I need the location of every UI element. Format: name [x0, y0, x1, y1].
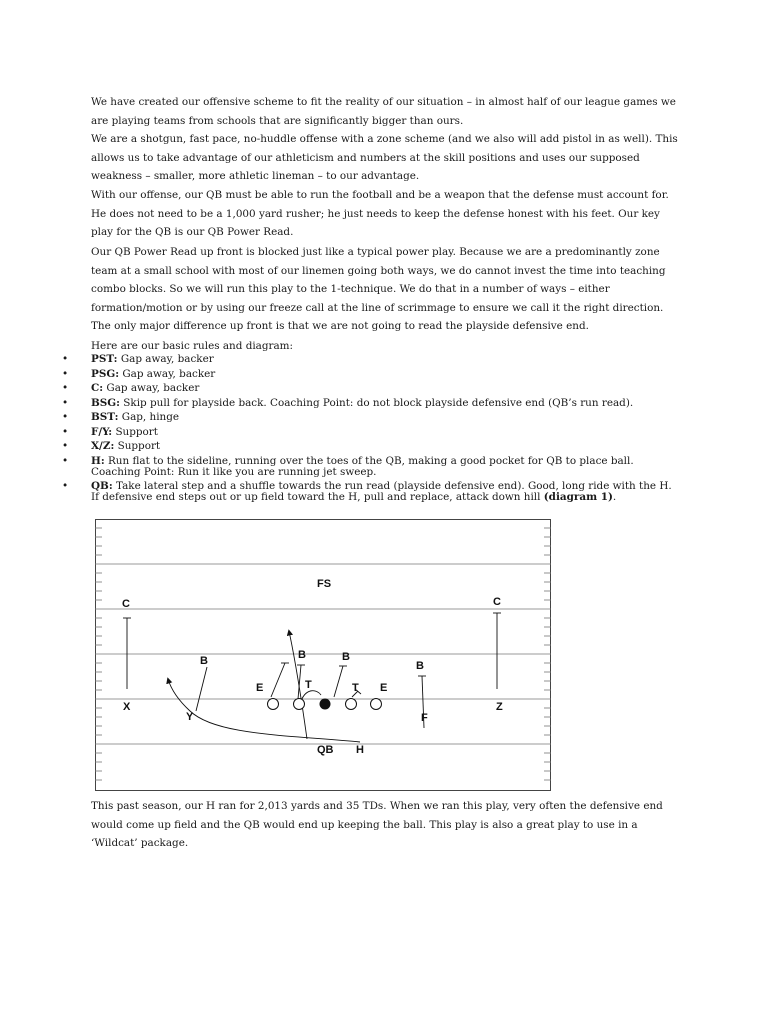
bullet-glyph: •: [62, 411, 69, 423]
rule-text: Support: [114, 440, 161, 452]
label-b: B: [342, 651, 350, 663]
rule-item-xz: [62, 441, 682, 452]
rule-text: Support: [112, 425, 158, 438]
paragraph-intro: We have created our offensive scheme to fit the reality of our situation – in almost half of our league games we are playing teams from schools that are significantly bigger than ours.: [91, 96, 676, 127]
rule-label: F/Y:: [91, 425, 113, 438]
rule-item-psg: [62, 369, 682, 380]
rule-item-h: [62, 456, 682, 478]
label-b: B: [298, 649, 306, 661]
lineman-circle: [371, 699, 382, 710]
label-f: F: [421, 712, 428, 724]
label-c-right: C: [493, 596, 501, 608]
rules-intro: Here are our basic rules and diagram:: [91, 340, 294, 352]
rule-end: .: [612, 491, 617, 503]
bullet-glyph: •: [62, 382, 69, 394]
rule-item-qb: [62, 481, 682, 503]
rule-item-bsg: [62, 398, 682, 409]
label-x: X: [123, 701, 131, 713]
play-diagram: [95, 519, 551, 791]
bullet-glyph: •: [62, 353, 69, 365]
paragraph-power-read: Our QB Power Read up front is blocked just like a typical power play. Because we are a predominantly zone team at a small school with most of our linemen going both ways, we do cannot invest the time into teaching combo blocks. So we will run this play to the 1-technique. We do that in a number of ways – either formation/motion or by using our freeze call at the line of scrimmage to ensure we call it the right direction. The only major difference up front is that we are not going to read the playside defensive end.: [91, 246, 666, 333]
rule-label: BSG:: [91, 396, 120, 409]
bullet-glyph: •: [62, 454, 69, 467]
rule-text: Skip pull for playside back. Coaching Point: do not block playside defensive end (QB’s run read).: [120, 396, 634, 409]
label-e-right: E: [380, 682, 388, 694]
rule-label: H:: [91, 454, 105, 467]
label-b: B: [200, 655, 208, 667]
rule-item-fy: [62, 427, 682, 438]
bullet-glyph: •: [62, 367, 69, 380]
bullet-glyph: •: [62, 440, 69, 452]
rule-text: Run flat to the sideline, running over the toes of the QB, making a good pocket for QB to place ball. Coaching Point: Run it like you are running jet sweep.: [91, 454, 634, 478]
rule-text: Take lateral step and a shuffle towards the run read (playside defensive end). Good, long ride with the H. If defensive end steps out or up field toward the H, pull and replace, attack down hill: [91, 480, 672, 503]
rule-item-c: [62, 383, 682, 394]
play-diagram-svg: [95, 519, 551, 791]
label-y: Y: [186, 711, 194, 723]
label-t-right: T: [352, 682, 359, 694]
rule-label: QB:: [91, 480, 113, 492]
rule-label: PSG:: [91, 367, 120, 380]
bullet-glyph: •: [62, 425, 69, 438]
center-ball-icon: [320, 699, 331, 710]
rule-text: Gap away, backer: [103, 382, 200, 394]
rule-text: Gap away, backer: [117, 353, 214, 365]
label-c-left: C: [122, 598, 130, 610]
lineman-circle: [268, 699, 279, 710]
lineman-circle: [294, 699, 305, 710]
rule-text: Gap away, backer: [119, 367, 216, 380]
label-t-left: T: [305, 679, 312, 691]
rule-text: Gap, hinge: [118, 411, 180, 423]
rule-label: X/Z:: [91, 440, 115, 452]
rule-label: BST:: [91, 411, 119, 423]
paragraph-scheme: We are a shotgun, fast pace, no-huddle offense with a zone scheme (and we also will add pistol in as well). This allows us to take advantage of our athleticism and numbers at the skill positions and uses our supposed weakness – smaller, more athletic lineman – to our advantage.: [91, 133, 678, 183]
rule-label: PST:: [91, 353, 118, 365]
label-h: H: [356, 744, 364, 756]
bullet-glyph: •: [62, 396, 69, 409]
paragraph-qb-role: With our offense, our QB must be able to run the football and be a weapon that the defense must account for. He does not need to be a 1,000 yard rusher; he just needs to keep the defense honest with his feet. Our key play for the QB is our QB Power Read.: [91, 189, 669, 239]
label-e-left: E: [256, 682, 264, 694]
label-b: B: [416, 660, 424, 672]
bullet-glyph: •: [62, 480, 69, 492]
lineman-circle: [346, 699, 357, 710]
rule-item-pst: [62, 354, 682, 365]
rules-list: [62, 354, 682, 507]
label-fs: FS: [317, 578, 332, 590]
label-z: Z: [496, 701, 503, 713]
paragraph-closing: This past season, our H ran for 2,013 yards and 35 TDs. When we ran this play, very often the defensive end would come up field and the QB would end up keeping the ball. This play is also a great play to use in a ‘Wildcat’ package.: [91, 800, 663, 850]
diagram-reference: (diagram 1): [543, 491, 613, 503]
rule-label: C:: [91, 382, 104, 394]
rule-item-bst: [62, 412, 682, 423]
label-qb: QB: [317, 744, 334, 756]
